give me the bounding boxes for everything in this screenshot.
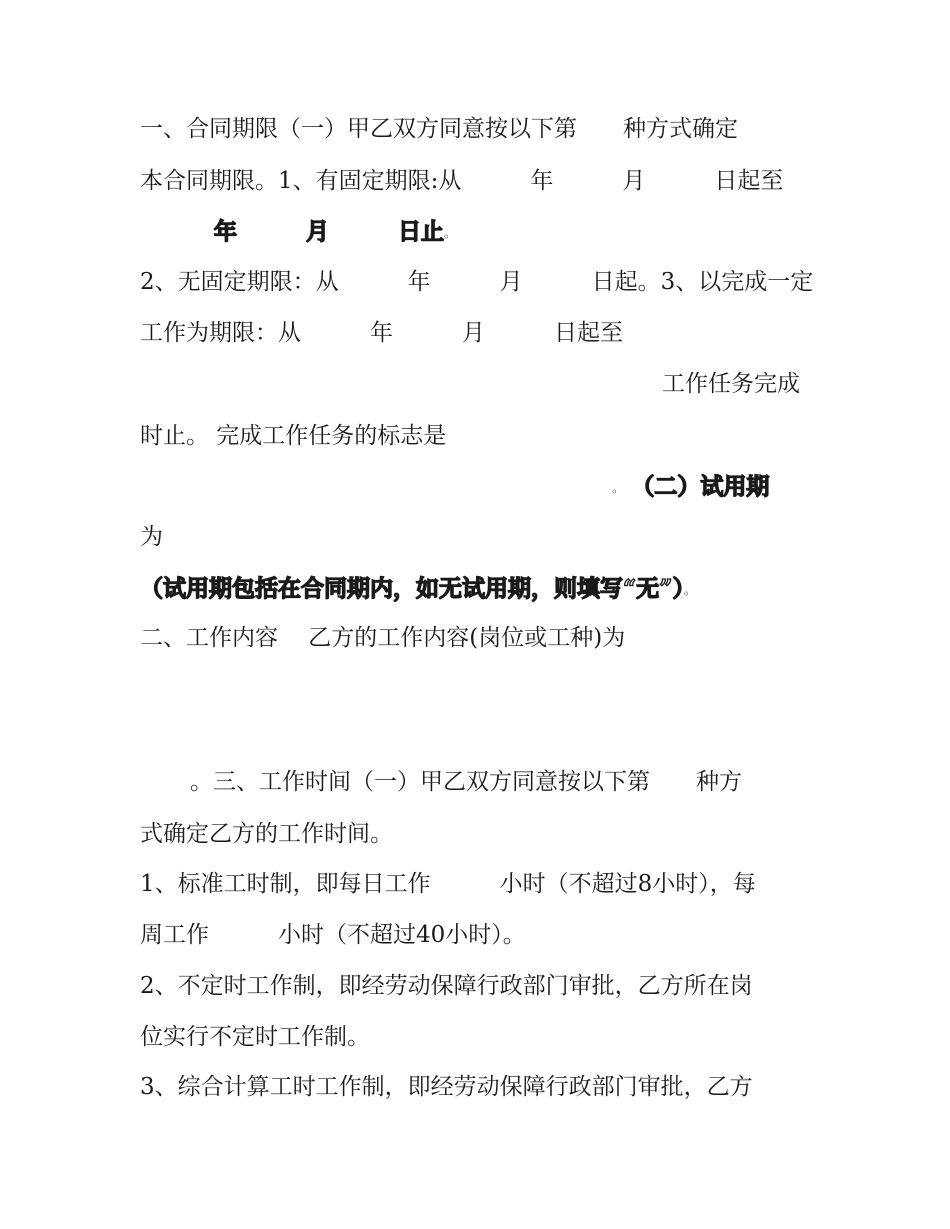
period-mark: 。	[612, 481, 625, 495]
fixed-term-end-date: 年 月 日止	[214, 218, 444, 245]
clause-3-line-1: 。三、工作时间（一）甲乙双方同意按以下第 种方	[190, 769, 742, 795]
clause-1-line-7: 时止。 完成工作任务的标志是	[140, 423, 447, 449]
probation-note: （试用期包括在合同期内，如无试用期，则填写“无”）	[140, 575, 684, 602]
clause-3-line-5: 2、不定时工作制，即经劳动保障行政部门审批，乙方所在岗	[140, 973, 753, 999]
clause-1-line-10	[140, 574, 696, 605]
clause-1-line-1: 一、合同期限（一）甲乙双方同意按以下第 种方式确定	[140, 116, 738, 142]
clause-3-line-3: 1、标准工时制，即每日工作 小时（不超过8小时），每	[140, 871, 756, 897]
clause-1-line-3	[214, 217, 456, 248]
clause-1-line-9: 为	[140, 524, 163, 550]
probation-heading: （二）试用期	[631, 473, 770, 500]
clause-3-line-4: 周工作 小时（不超过40小时）。	[140, 922, 526, 948]
period-mark: 。	[444, 226, 457, 240]
clause-3-line-6: 位实行不定时工作制。	[140, 1024, 370, 1050]
clause-2-line-1: 二、工作内容 乙方的工作内容(岗位或工种)为	[140, 625, 626, 651]
clause-1-line-5: 工作为期限：从 年 月 日起至	[140, 320, 623, 346]
clause-3-line-2: 式确定乙方的工作时间。	[140, 821, 393, 847]
clause-1-line-2: 本合同期限。1、有固定期限:从 年 月 日起至	[140, 168, 784, 194]
period-mark: 。	[683, 583, 696, 597]
clause-3-line-7: 3、综合计算工时工作制，即经劳动保障行政部门审批，乙方	[140, 1074, 753, 1100]
clause-1-line-8	[612, 472, 769, 503]
clause-1-line-4: 2、无固定期限：从 年 月 日起。3、以完成一定	[140, 269, 814, 295]
clause-1-line-6: 工作任务完成	[662, 371, 800, 397]
